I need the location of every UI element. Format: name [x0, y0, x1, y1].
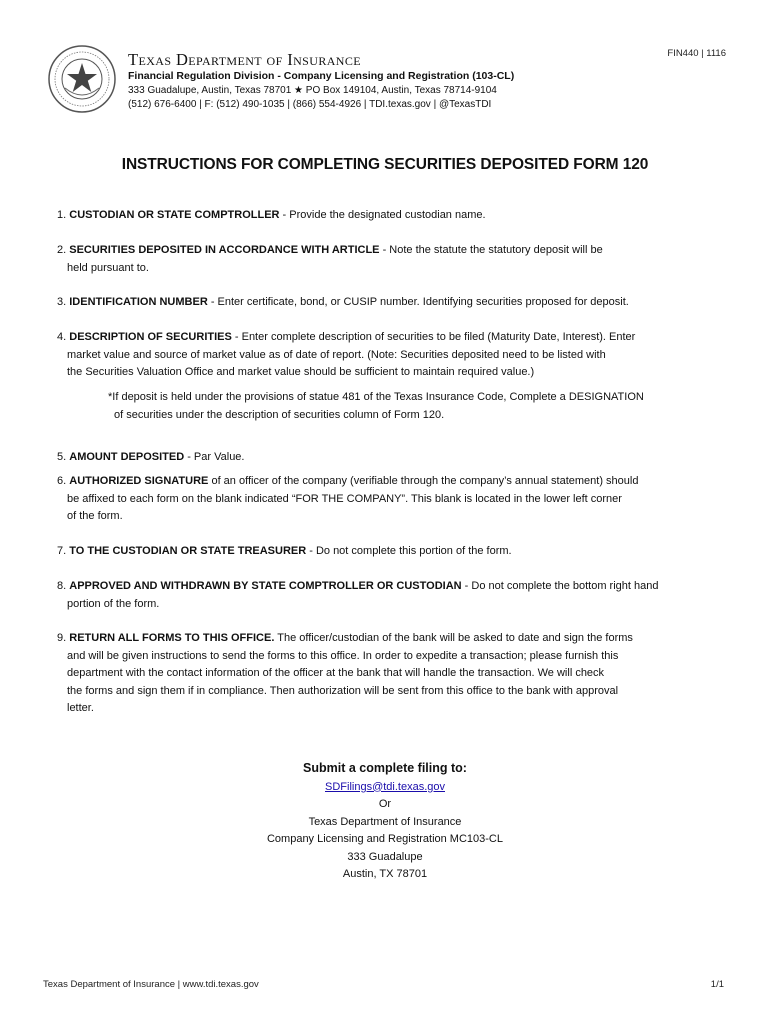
submit-address-line: Texas Department of Insurance: [308, 815, 462, 828]
agency-name: Texas Department of Insurance: [128, 50, 361, 69]
submit-address-line: Company Licensing and Registration MC103-CL: [266, 833, 503, 845]
item-text-continued: portion of the form.: [67, 597, 160, 610]
item-text: - Enter certificate, bond, or CUSIP number. Identifying securities proposed for deposit.: [207, 296, 629, 308]
item-number: 8.: [57, 580, 67, 592]
page-title: INSTRUCTIONS FOR COMPLETING SECURITIES DEPOSITED FORM 120: [121, 156, 649, 173]
designation-note: [108, 389, 720, 424]
item-heading: RETURN ALL FORMS TO THIS OFFICE.: [69, 632, 275, 644]
item-number: 1.: [57, 209, 67, 221]
item-text: - Note the statute the statutory deposit will be: [379, 244, 603, 256]
item-number: 5.: [57, 451, 67, 463]
footer-agency: Texas Department of Insurance | www.tdi.texas.gov: [43, 979, 259, 990]
item-text-continued: the Securities Valuation Office and market value should be sufficient to maintain required value.): [67, 366, 535, 379]
instruction-item-9: [57, 630, 719, 718]
item-text: - Par Value.: [184, 451, 245, 463]
item-text: of an officer of the company (verifiable through the company’s annual statement) should: [208, 475, 639, 487]
submission-email-link[interactable]: SDFilings@tdi.texas.gov: [325, 780, 445, 793]
instruction-item-2: [57, 242, 719, 277]
item-text: The officer/custodian of the bank will be asked to date and sign the forms: [274, 632, 633, 644]
instruction-item-8: [57, 578, 719, 613]
item-text-continued: the forms and sign them if in compliance. Then authorization will be sent from this office to the bank with approval: [67, 684, 619, 697]
instruction-item-3: [57, 294, 719, 312]
item-text-continued: be affixed to each form on the blank indicated “FOR THE COMPANY”. This blank is located in the lower left corner: [67, 492, 622, 505]
submit-address-line: 333 Guadalupe: [347, 850, 423, 863]
note-line: of securities under the description of securities column of Form 120.: [114, 408, 445, 421]
item-number: 7.: [57, 545, 67, 557]
item-text-continued: department with the contact information of the officer at the bank that will handle the transaction. We will check: [67, 667, 605, 680]
item-text-continued: held pursuant to.: [67, 261, 149, 274]
item-text: - Do not complete this portion of the form.: [306, 545, 512, 557]
item-heading: AUTHORIZED SIGNATURE: [69, 475, 209, 487]
submit-address-line: Austin, TX 78701: [342, 868, 428, 880]
item-heading: APPROVED AND WITHDRAWN BY STATE COMPTROLLER OR CUSTODIAN: [69, 580, 462, 592]
item-heading: IDENTIFICATION NUMBER: [69, 296, 208, 308]
item-text: - Do not complete the bottom right hand: [461, 580, 659, 592]
submit-heading: Submit a complete filing to:: [303, 761, 467, 775]
division-name: Financial Regulation Division - Company Licensing and Registration (103-CL): [128, 70, 515, 82]
instruction-item-7: [57, 543, 719, 561]
instruction-item-5: [57, 449, 719, 467]
page-number: 1/1: [710, 979, 724, 990]
agency-contact: (512) 676-6400 | F: (512) 490-1035 | (866) 554-4926 | TDI.texas.gov | @TexasTDI: [128, 99, 492, 110]
texas-state-seal-icon: [47, 44, 117, 114]
form-number: FIN440 | 1116: [667, 48, 726, 59]
item-text: - Provide the designated custodian name.: [279, 209, 486, 221]
item-heading: AMOUNT DEPOSITED: [69, 451, 185, 463]
item-text-continued: and will be given instructions to send the forms to this office. In order to expedite a transaction; please furnish this: [67, 649, 619, 662]
item-text-continued: of the form.: [67, 510, 123, 523]
item-heading: SECURITIES DEPOSITED IN ACCORDANCE WITH ARTICLE: [69, 244, 380, 256]
item-number: 6.: [57, 475, 67, 487]
agency-address: 333 Guadalupe, Austin, Texas 78701 ★ PO Box 149104, Austin, Texas 78714-9104: [128, 85, 497, 96]
item-text: - Enter complete description of securities to be filed (Maturity Date, Interest). Enter: [231, 331, 636, 343]
item-heading: TO THE CUSTODIAN OR STATE TREASURER: [69, 545, 307, 557]
item-text-continued: market value and source of market value as of date of report. (Note: Securities deposited need to be listed with: [67, 348, 606, 361]
note-line: *If deposit is held under the provisions of statue 481 of the Texas Insurance Code, Complete a DESIGNATION: [108, 391, 644, 403]
item-heading: CUSTODIAN OR STATE COMPTROLLER: [69, 209, 280, 221]
instruction-item-6: [57, 473, 719, 526]
instruction-item-1: [57, 207, 719, 225]
item-number: 2.: [57, 244, 67, 256]
instruction-item-4: [57, 329, 719, 382]
submit-or: Or: [378, 798, 392, 810]
item-number: 3.: [57, 296, 67, 308]
item-number: 4.: [57, 331, 67, 343]
item-text-continued: letter.: [67, 702, 94, 715]
submission-info: [0, 760, 770, 884]
item-heading: DESCRIPTION OF SECURITIES: [69, 331, 232, 343]
item-number: 9.: [57, 632, 67, 644]
